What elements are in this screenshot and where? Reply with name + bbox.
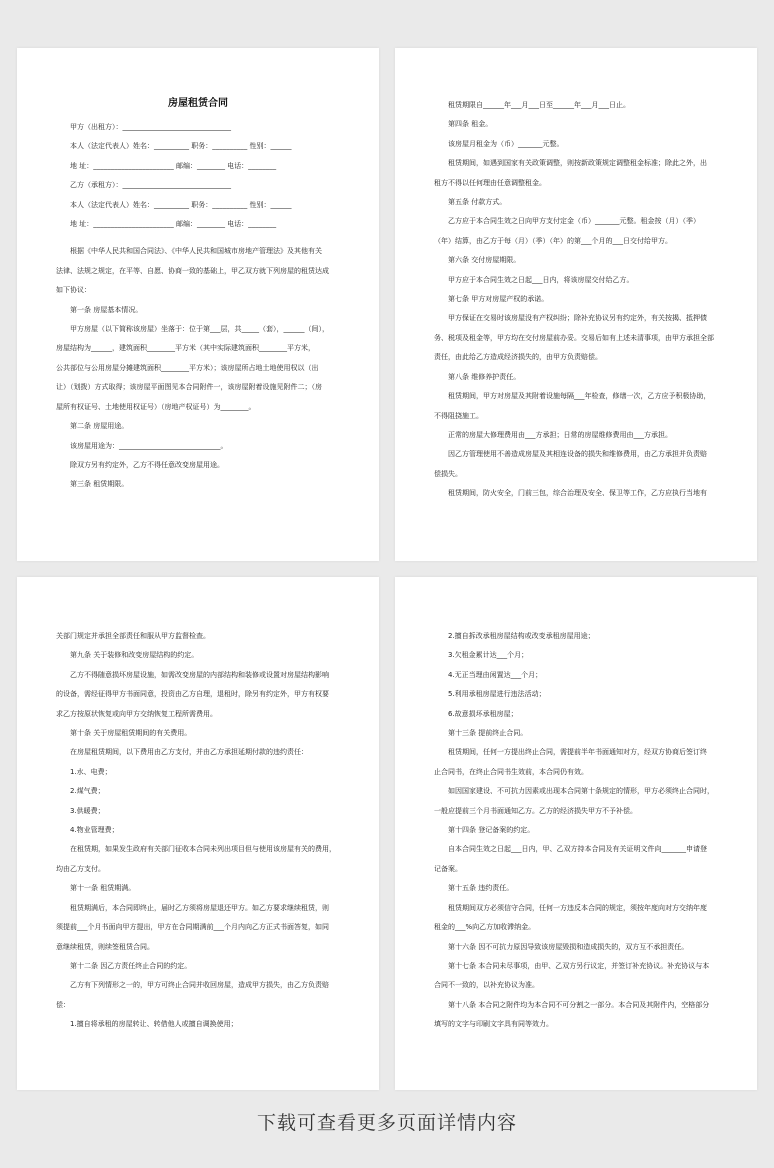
text-line: 正常的房屋大修理费用由___方承担；日常的房屋维修费用由___方承担。	[448, 430, 672, 439]
text-line: 第八条 维修养护责任。	[448, 372, 521, 381]
text-line: 4.无正当理由闲置达___个月；	[448, 670, 543, 679]
text-line: 租赁期间，任何一方提出终止合同，需提前半年书面通知对方，经双方协商后签订终	[448, 748, 707, 757]
text-line: 除双方另有约定外，乙方不得任意改变房屋用途。	[70, 460, 224, 469]
text-line: 2.擅自拆改承租房屋结构或改变承租房屋用途；	[448, 632, 595, 640]
page-2-text	[395, 96, 757, 504]
text-line: 第十八条 本合同之附件均为本合同不可分割之一部分。本合同及其附件内，空格部分	[448, 1000, 710, 1009]
text-line: 第十一条 租赁期满。	[70, 884, 136, 893]
document-page-2	[395, 48, 757, 561]
text-line: 5.利用承租房屋进行违法活动；	[448, 690, 546, 699]
text-line: 本人（法定代表人）姓名：__________ 职务：__________ 性别：______	[70, 142, 292, 151]
document-page-3	[17, 577, 379, 1090]
text-line: 责任，由此给乙方造成经济损失的，由甲方负责赔偿。	[434, 353, 602, 362]
text-line: 第九条 关于装修和改变房屋结构的约定。	[70, 651, 199, 660]
text-line: 在房屋租赁期间，以下费用由乙方支付，并由乙方承担延期付款的违约责任：	[70, 748, 308, 757]
page-4-text	[395, 627, 757, 1035]
text-line: 地 址：_______________________ 邮编：________ 电话：________	[70, 161, 277, 170]
text-line: 租赁期间，防火安全，门前三包，综合治理及安全、保卫等工作，乙方应执行当地有	[448, 489, 707, 498]
text-line: 4.物业管理费；	[70, 826, 119, 835]
text-line: 第五条 付款方式。	[448, 198, 507, 207]
text-line: 第十条 关于房屋租赁期间的有关费用。	[70, 729, 192, 738]
text-line: 公共部位与公用房屋分摊建筑面积________平方米）；该房屋所占地土地使用权以（出	[56, 363, 319, 372]
text-line: 第十七条 本合同未尽事项，由甲、乙双方另行议定，并签订补充协议。补充协议与本	[448, 961, 710, 970]
text-line: 因乙方管理使用不善造成房屋及其相连设备的损失和维修费用，由乙方承担并负责赔	[448, 450, 707, 459]
text-line: 租赁期限自______年___月___日至______年___月___日止。	[448, 101, 630, 109]
paragraph-spacer	[17, 234, 379, 242]
text-line: 1.擅自将承租的房屋转让、转借他人或擅自调换使用；	[70, 1020, 238, 1029]
text-line: 意继续租赁，则续签租赁合同。	[56, 942, 154, 951]
text-line: （年）结算，由乙方于每（月）（季）（年）的第___个月的___日交付给甲方。	[434, 236, 672, 245]
text-line: 第一条 房屋基本情况。	[70, 305, 143, 314]
text-line: 止合同书，在终止合同书生效前，本合同仍有效。	[434, 767, 588, 776]
text-line: 租金的___%向乙方加收滞纳金。	[434, 923, 536, 932]
text-line: 地 址：_______________________ 邮编：________ 电话：________	[70, 220, 277, 229]
text-line: 第十三条 提前终止合同。	[448, 729, 528, 738]
text-line: 3.欠租金累计达___个月；	[448, 651, 529, 660]
text-line: 第十四条 登记备案的约定。	[448, 826, 535, 835]
text-line: 屋所有权证号、土地使用权证号）（房地产权证号）为________。	[56, 402, 256, 411]
text-line: 第六条 交付房屋期限。	[448, 256, 521, 265]
text-line: 第十六条 因不可抗力原因导致该房屋毁损和造成损失的，双方互不承担责任。	[448, 942, 689, 951]
text-line: 如下协议：	[56, 286, 91, 295]
text-line: 租方不得以任何理由任意调整租金。	[434, 178, 546, 187]
text-line: 如因国家建设、不可抗力因素或出现本合同第十条规定的情形，甲方必须终止合同时，	[448, 787, 714, 796]
text-line: 租赁期间，甲方对房屋及其附着设施每隔___年检查，修缮一次，乙方应予积极协助，	[448, 392, 711, 401]
text-line: 法律、法规之规定，在平等、自愿、协商一致的基础上，甲乙双方就下列房屋的租赁达成	[56, 266, 329, 275]
text-line: 第二条 房屋用途。	[70, 422, 129, 431]
text-line: 让）（划拨）方式取得；该房屋平面图见本合同附件一，该房屋附着设施见附件二；（房	[56, 383, 322, 392]
text-line: 租赁期间双方必须信守合同，任何一方违反本合同的规定，须按年度向对方交纳年度	[448, 903, 707, 912]
text-line: 乙方（承租方）：_______________________________	[70, 181, 231, 190]
text-line: 在租赁期，如果发生政府有关部门征收本合同未列出项目但与使用该房屋有关的费用，	[70, 845, 336, 854]
text-line: 6.故意损坏承租房屋；	[448, 709, 518, 718]
text-line: 本人（法定代表人）姓名：__________ 职务：__________ 性别：______	[70, 200, 292, 209]
text-line: 均由乙方支付。	[56, 864, 105, 873]
text-line: 填写的文字与印刷文字具有同等效力。	[434, 1020, 553, 1029]
text-line: 该房屋用途为：_____________________________。	[70, 441, 228, 450]
text-line: 记备案。	[434, 864, 462, 873]
text-line: 关部门规定并承担全部责任和服从甲方监督检查。	[56, 632, 210, 640]
text-line: 租赁期满后，本合同即终止，届时乙方须将房屋退还甲方。如乙方要求继续租赁，则	[70, 903, 329, 912]
text-line: 3.供暖费；	[70, 806, 105, 815]
text-line: 自本合同生效之日起___日内，甲、乙双方持本合同及有关证明文件向_______申请登	[448, 845, 707, 854]
text-line: 该房屋月租金为（币）_______元整。	[448, 139, 564, 148]
text-line: 不得阻挠施工。	[434, 411, 483, 420]
text-line: 2.煤气费；	[70, 787, 105, 796]
document-page-1	[17, 48, 379, 561]
text-line: 务、税项及租金等，甲方均在交付房屋前办妥。交易后如有上述未清事项，由甲方承担全部	[434, 333, 714, 342]
text-line: 第三条 租赁期限。	[70, 480, 129, 489]
text-line: 甲方保证在交易时该房屋没有产权纠纷；除补充协议另有约定外，有关按揭、抵押债	[448, 314, 707, 323]
text-line: 甲方房屋（以下简称该房屋）坐落于：位于第___层，共_____（套），______（间），	[70, 325, 329, 334]
text-line: 第四条 租金。	[448, 120, 493, 129]
text-line: 甲方应于本合同生效之日起___日内，将该房屋交付给乙方。	[448, 275, 634, 284]
page-3-text	[17, 627, 379, 1035]
document-page-4	[395, 577, 757, 1090]
text-line: 乙方应于本合同生效之日向甲方支付定金（币）_______元整。租金按（月）（季）	[448, 217, 700, 226]
contract-title: 房屋租赁合同	[168, 98, 228, 109]
text-line: 一般应提前三个月书面通知乙方。乙方的经济损失甲方不予补偿。	[434, 806, 637, 815]
text-line: 须提前___个月书面向甲方提出，甲方在合同期满前___个月内向乙方正式书面答复，如同	[56, 923, 329, 932]
text-line: 甲方（出租方）：_______________________________	[70, 123, 231, 131]
text-line: 第七条 甲方对房屋产权的承诺。	[448, 295, 549, 304]
text-line: 根据《中华人民共和国合同法》、《中华人民共和国城市房地产管理法》及其他有关	[70, 247, 322, 256]
text-line: 偿：	[56, 1000, 70, 1009]
page-1-text	[17, 118, 379, 495]
text-line: 第十二条 因乙方责任终止合同的约定。	[70, 961, 192, 970]
text-line: 租赁期间，如遇到国家有关政策调整，则按新政策规定调整租金标准；除此之外，出	[448, 159, 707, 168]
text-line: 的设备，需经征得甲方书面同意，投资由乙方自理，退租时，除另有约定外，甲方有权要	[56, 690, 329, 699]
text-line: 偿损失。	[434, 469, 462, 478]
text-line: 合同不一致的，以补充协议为准。	[434, 981, 539, 990]
text-line: 房屋结构为______，建筑面积________平方米（其中实际建筑面积________平方米，	[56, 344, 315, 353]
download-more-caption[interactable]: 下载可查看更多页面详情内容	[256, 1112, 517, 1134]
text-line: 1.水、电费；	[70, 767, 112, 776]
text-line: 求乙方按原状恢复或向甲方交纳恢复工程所需费用。	[56, 709, 217, 718]
text-line: 第十五条 违约责任。	[448, 884, 514, 893]
text-line: 乙方不得随意损坏房屋设施，如需改变房屋的内部结构和装修或设置对房屋结构影响	[70, 670, 329, 679]
text-line: 乙方有下列情形之一的，甲方可终止合同并收回房屋，造成甲方损失，由乙方负责赔	[70, 981, 329, 990]
